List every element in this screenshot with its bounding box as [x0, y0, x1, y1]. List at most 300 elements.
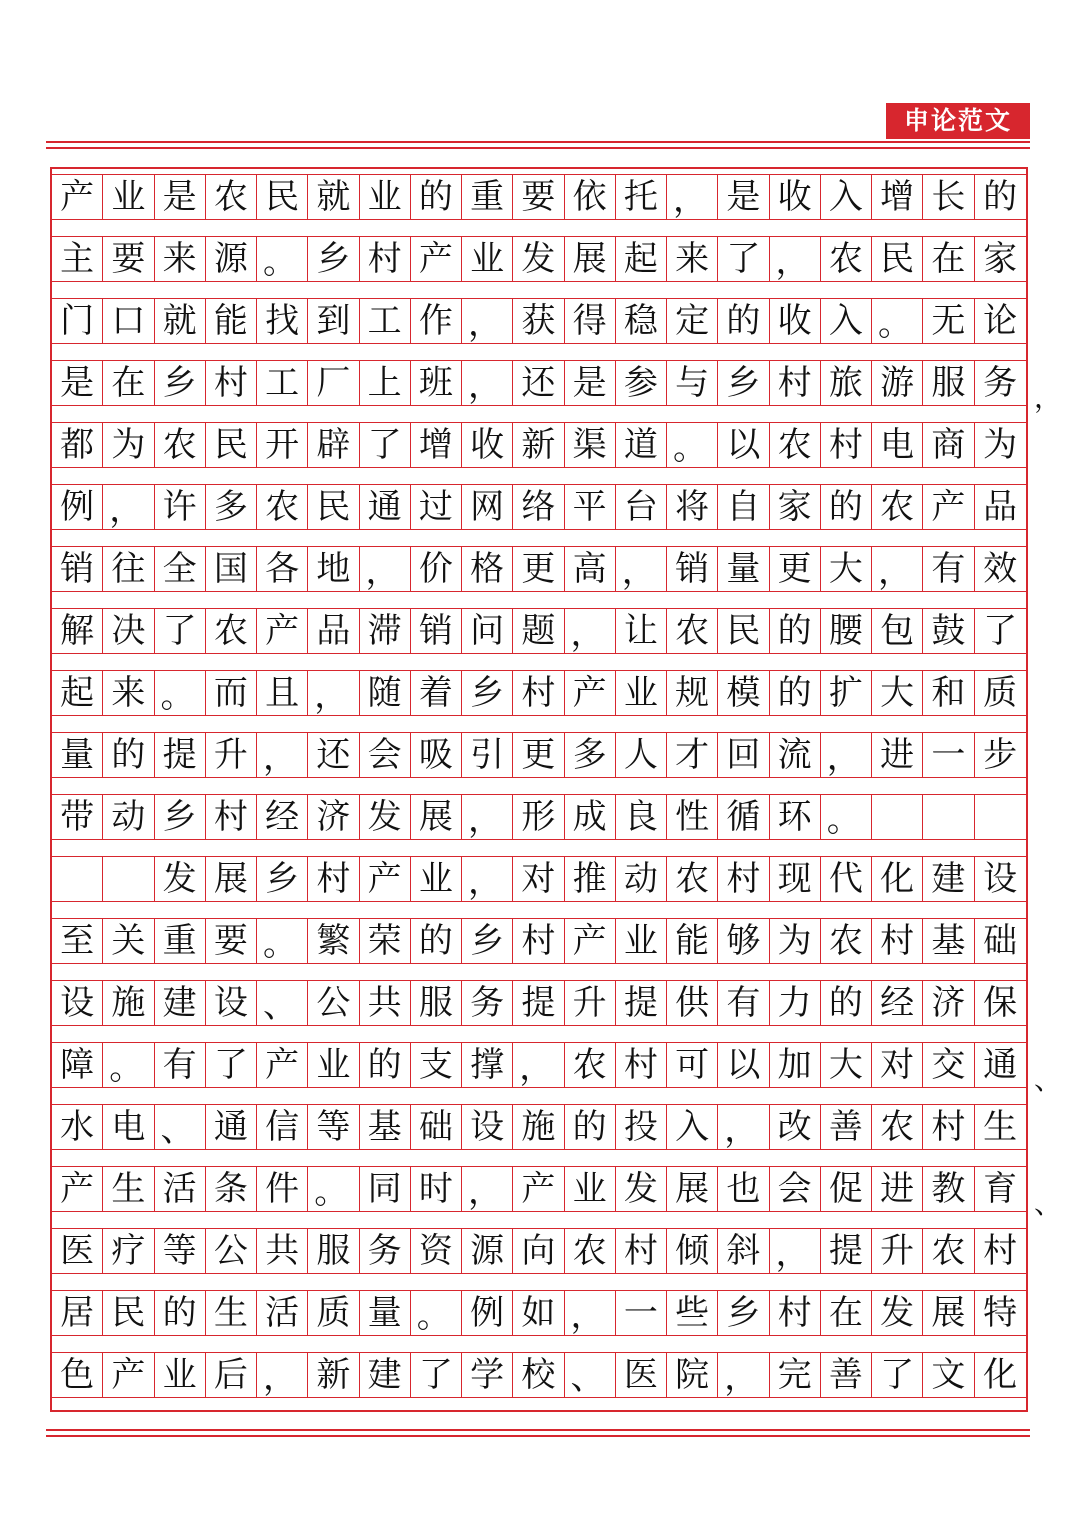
overflow-punctuation: 、: [1034, 1187, 1063, 1220]
grid-cell: 题: [513, 609, 564, 653]
grid-cell: 为: [103, 423, 154, 467]
grid-cell: 服: [411, 981, 462, 1025]
grid-cell: 游: [872, 361, 923, 405]
grid-cell: ，: [718, 1353, 769, 1397]
grid-cell: 在: [103, 361, 154, 405]
grid-row: [52, 422, 1026, 468]
grid-cell: 高: [565, 547, 616, 591]
grid-cell: 络: [513, 485, 564, 529]
grid-cell: 了: [983, 611, 1018, 651]
grid-cell: 建: [360, 1353, 411, 1397]
grid-cell: 生: [983, 1107, 1018, 1147]
grid-cell: 大: [821, 1043, 872, 1087]
grid-cell: 获: [513, 299, 564, 343]
grid-cell: 斜: [718, 1229, 769, 1273]
grid-cell: 是: [52, 361, 103, 405]
grid-cell: 发: [513, 237, 564, 281]
bottom-rule-2: [46, 1435, 1030, 1437]
grid-cell: ，: [718, 1105, 769, 1149]
grid-cell: 共: [360, 981, 411, 1025]
grid-cell: 乡: [718, 361, 769, 405]
grid-cell: 化: [983, 1355, 1018, 1395]
grid-row: [52, 856, 1026, 902]
grid-cell: 来: [103, 671, 154, 715]
grid-cell: ，: [872, 547, 923, 591]
grid-cell: 医: [616, 1353, 667, 1397]
grid-cell: 收: [770, 299, 821, 343]
grid-cell: 的: [360, 1043, 411, 1087]
grid-row: [52, 1104, 1026, 1150]
grid-cell: 回: [718, 733, 769, 777]
grid-cell: 良: [616, 795, 667, 839]
grid-cell: 农: [257, 485, 308, 529]
grid-cell: 础: [983, 921, 1018, 961]
grid-cell: 村: [308, 857, 359, 901]
grid-cell: 等: [155, 1229, 206, 1273]
grid-cell: ，: [770, 1229, 821, 1273]
grid-cell: 随: [360, 671, 411, 715]
grid-cell: 至: [52, 919, 103, 963]
grid-cell: 环: [770, 795, 821, 839]
grid-cell: 了: [360, 423, 411, 467]
grid-cell: 着: [411, 671, 462, 715]
grid-cell: 村: [206, 361, 257, 405]
grid-cell: 业: [616, 671, 667, 715]
grid-cell: 产: [513, 1167, 564, 1211]
grid-cell: 发: [360, 795, 411, 839]
grid-cell: 重: [155, 919, 206, 963]
grid-cell: 促: [821, 1167, 872, 1211]
grid-cell: 升: [872, 1229, 923, 1273]
grid-cell: 农: [821, 919, 872, 963]
grid-cell: 产: [52, 175, 103, 219]
grid-cell: 教: [923, 1167, 974, 1211]
grid-cell: 公: [308, 981, 359, 1025]
grid-cell: 务: [983, 363, 1018, 403]
grid-cell: 且: [257, 671, 308, 715]
grid-cell: 例: [462, 1291, 513, 1335]
grid-cell: [975, 795, 1026, 839]
grid-cell: 网: [462, 485, 513, 529]
grid-cell: 村: [770, 361, 821, 405]
grid-cell: 公: [206, 1229, 257, 1273]
top-rule-2: [46, 147, 1030, 149]
grid-cell: 展: [565, 237, 616, 281]
grid-cell: 撑: [462, 1043, 513, 1087]
grid-cell: 特: [983, 1293, 1018, 1333]
grid-row: [52, 794, 1026, 840]
grid-cell: 有: [718, 981, 769, 1025]
grid-cell: 了: [718, 237, 769, 281]
grid-cell: 的: [770, 609, 821, 653]
grid-cell: 乡: [155, 795, 206, 839]
grid-row: [52, 546, 1026, 592]
grid-cell: 销: [667, 547, 718, 591]
grid-cell: 村: [983, 1231, 1018, 1271]
grid-cell: 经: [257, 795, 308, 839]
grid-cell: 人: [616, 733, 667, 777]
grid-cell: 增: [411, 423, 462, 467]
grid-cell: 通: [206, 1105, 257, 1149]
grid-cell: 可: [667, 1043, 718, 1087]
overflow-punctuation: 、: [1034, 1063, 1063, 1096]
grid-cell: 乡: [462, 919, 513, 963]
grid-cell: 、: [257, 981, 308, 1025]
grid-cell: 繁: [308, 919, 359, 963]
grid-cell: 业: [616, 919, 667, 963]
grid-row: [52, 1352, 1026, 1398]
grid-cell: 是: [718, 175, 769, 219]
grid-cell: 对: [513, 857, 564, 901]
grid-cell: 业: [462, 237, 513, 281]
grid-cell: 动: [103, 795, 154, 839]
grid-cell: 质: [983, 673, 1018, 713]
grid-cell: 班: [411, 361, 462, 405]
grid-cell: ，: [462, 299, 513, 343]
grid-cell: 成: [565, 795, 616, 839]
grid-cell: 民: [308, 485, 359, 529]
grid-cell: 一: [923, 733, 974, 777]
grid-cell: 都: [52, 423, 103, 467]
grid-cell: 务: [360, 1229, 411, 1273]
grid-cell: 品: [983, 487, 1018, 527]
grid-row: [52, 732, 1026, 778]
grid-cell: 提: [155, 733, 206, 777]
grid-cell: 农: [923, 1229, 974, 1273]
grid-row: [52, 980, 1026, 1026]
grid-cell: 疗: [103, 1229, 154, 1273]
grid-cell: 。: [872, 299, 923, 343]
grid-cell: 。: [257, 919, 308, 963]
grid-cell: 乡: [257, 857, 308, 901]
grid-cell: 规: [667, 671, 718, 715]
grid-cell: 。: [257, 237, 308, 281]
grid-cell: 。: [155, 671, 206, 715]
grid-cell: 农: [821, 237, 872, 281]
grid-cell: 如: [513, 1291, 564, 1335]
grid-cell: 农: [155, 423, 206, 467]
grid-cell: ，: [462, 857, 513, 901]
grid-cell: 民: [872, 237, 923, 281]
grid-cell: 善: [821, 1105, 872, 1149]
grid-cell: 。: [821, 795, 872, 839]
grid-cell: 设: [206, 981, 257, 1025]
grid-cell: 基: [923, 919, 974, 963]
grid-cell: 供: [667, 981, 718, 1025]
grid-cell: 起: [52, 671, 103, 715]
grid-cell: 工: [360, 299, 411, 343]
grid-cell: 了: [206, 1043, 257, 1087]
grid-cell: 能: [667, 919, 718, 963]
grid-cell: 进: [872, 1167, 923, 1211]
grid-cell: 还: [308, 733, 359, 777]
grid-cell: 各: [257, 547, 308, 591]
grid-cell: 量: [360, 1291, 411, 1335]
grid-cell: ，: [667, 175, 718, 219]
grid-cell: 农: [770, 423, 821, 467]
grid-cell: 滞: [360, 609, 411, 653]
grid-cell: 性: [667, 795, 718, 839]
bottom-rule-1: [46, 1429, 1030, 1431]
grid-cell: 够: [718, 919, 769, 963]
grid-cell: 了: [411, 1353, 462, 1397]
grid-cell: 育: [983, 1169, 1018, 1209]
grid-cell: 业: [565, 1167, 616, 1211]
grid-cell: 更: [513, 733, 564, 777]
grid-cell: 完: [770, 1353, 821, 1397]
grid-cell: 信: [257, 1105, 308, 1149]
grid-cell: 的: [821, 485, 872, 529]
grid-cell: 要: [206, 919, 257, 963]
grid-cell: 入: [821, 299, 872, 343]
grid-cell: 论: [983, 301, 1018, 341]
grid-cell: 是: [565, 361, 616, 405]
grid-row: [52, 484, 1026, 530]
grid-cell: 施: [513, 1105, 564, 1149]
grid-cell: 农: [565, 1043, 616, 1087]
grid-cell: 发: [616, 1167, 667, 1211]
grid-cell: 也: [718, 1167, 769, 1211]
grid-cell: 托: [616, 175, 667, 219]
grid-cell: 乡: [718, 1291, 769, 1335]
grid-cell: 进: [872, 733, 923, 777]
grid-cell: 展: [923, 1291, 974, 1335]
grid-cell: 些: [667, 1291, 718, 1335]
grid-cell: 资: [411, 1229, 462, 1273]
grid-cell: 共: [257, 1229, 308, 1273]
grid-cell: 定: [667, 299, 718, 343]
grid-cell: 同: [360, 1167, 411, 1211]
grid-cell: 无: [923, 299, 974, 343]
grid-cell: 了: [872, 1353, 923, 1397]
grid-cell: 村: [718, 857, 769, 901]
grid-row: [52, 1042, 1026, 1088]
grid-cell: 村: [616, 1229, 667, 1273]
grid-cell: 量: [718, 547, 769, 591]
grid-cell: 地: [308, 547, 359, 591]
grid-cell: 长: [923, 175, 974, 219]
grid-cell: 投: [616, 1105, 667, 1149]
grid-row: [52, 298, 1026, 344]
grid-cell: 乡: [308, 237, 359, 281]
grid-cell: 一: [616, 1291, 667, 1335]
grid-cell: 重: [462, 175, 513, 219]
grid-cell: 和: [923, 671, 974, 715]
grid-cell: 的: [103, 733, 154, 777]
grid-cell: 来: [667, 237, 718, 281]
grid-cell: 活: [257, 1291, 308, 1335]
grid-cell: 扩: [821, 671, 872, 715]
grid-cell: 新: [308, 1353, 359, 1397]
grid-cell: 以: [718, 423, 769, 467]
grid-cell: 的: [718, 299, 769, 343]
grid-cell: 村: [513, 919, 564, 963]
grid-cell: 。: [411, 1291, 462, 1335]
grid-cell: 础: [411, 1105, 462, 1149]
grid-cell: 保: [983, 983, 1018, 1023]
grid-cell: 产: [923, 485, 974, 529]
grid-cell: 经: [872, 981, 923, 1025]
grid-cell: 决: [103, 609, 154, 653]
grid-cell: 村: [616, 1043, 667, 1087]
grid-cell: 为: [983, 425, 1018, 465]
grid-cell: 产: [565, 919, 616, 963]
grid-cell: 化: [872, 857, 923, 901]
grid-cell: 医: [52, 1229, 103, 1273]
grid-cell: 收: [462, 423, 513, 467]
grid-cell: 销: [411, 609, 462, 653]
grid-cell: 品: [308, 609, 359, 653]
grid-cell: ，: [565, 1291, 616, 1335]
grid-cell: 有: [923, 547, 974, 591]
grid-cell: 展: [206, 857, 257, 901]
grid-cell: 生: [103, 1167, 154, 1211]
grid-cell: 而: [206, 671, 257, 715]
grid-cell: 模: [718, 671, 769, 715]
grid-cell: 起: [616, 237, 667, 281]
grid-cell: 自: [718, 485, 769, 529]
essay-grid: [50, 167, 1028, 1412]
grid-cell: 基: [360, 1105, 411, 1149]
grid-cell: 提: [513, 981, 564, 1025]
grid-cell: 许: [155, 485, 206, 529]
grid-cell: 建: [923, 857, 974, 901]
grid-row: [52, 174, 1026, 220]
grid-cell: 就: [308, 175, 359, 219]
grid-cell: ，: [360, 547, 411, 591]
grid-cell: 服: [308, 1229, 359, 1273]
grid-cell: 服: [923, 361, 974, 405]
grid-cell: [923, 795, 974, 839]
grid-cell: 家: [770, 485, 821, 529]
grid-cell: 循: [718, 795, 769, 839]
grid-cell: 农: [872, 1105, 923, 1149]
grid-cell: 效: [983, 549, 1018, 589]
grid-cell: 电: [103, 1105, 154, 1149]
grid-cell: 条: [206, 1167, 257, 1211]
grid-cell: 鼓: [923, 609, 974, 653]
grid-cell: 建: [155, 981, 206, 1025]
grid-cell: 农: [565, 1229, 616, 1273]
grid-cell: 色: [52, 1353, 103, 1397]
grid-cell: 民: [718, 609, 769, 653]
grid-cell: 例: [52, 485, 103, 529]
grid-cell: 开: [257, 423, 308, 467]
grid-cell: 的: [411, 175, 462, 219]
grid-cell: 院: [667, 1353, 718, 1397]
grid-cell: 旅: [821, 361, 872, 405]
grid-row: [52, 918, 1026, 964]
grid-cell: 现: [770, 857, 821, 901]
grid-cell: 参: [616, 361, 667, 405]
grid-cell: 往: [103, 547, 154, 591]
grid-cell: 善: [821, 1353, 872, 1397]
grid-row: [52, 360, 1026, 406]
grid-cell: 向: [513, 1229, 564, 1273]
grid-cell: 交: [923, 1043, 974, 1087]
grid-cell: 通: [983, 1045, 1018, 1085]
grid-cell: 源: [462, 1229, 513, 1273]
grid-cell: 学: [462, 1353, 513, 1397]
grid-cell: 带: [52, 795, 103, 839]
grid-cell: 让: [616, 609, 667, 653]
grid-cell: 来: [155, 237, 206, 281]
grid-cell: 新: [513, 423, 564, 467]
grid-row: [52, 1228, 1026, 1274]
grid-cell: 展: [667, 1167, 718, 1211]
grid-cell: 业: [308, 1043, 359, 1087]
grid-cell: 居: [52, 1291, 103, 1335]
grid-cell: 济: [308, 795, 359, 839]
grid-cell: 以: [718, 1043, 769, 1087]
grid-cell: 济: [923, 981, 974, 1025]
grid-cell: 。: [667, 423, 718, 467]
grid-cell: 产: [257, 1043, 308, 1087]
grid-cell: 步: [983, 735, 1018, 775]
grid-cell: 工: [257, 361, 308, 405]
grid-cell: 、: [155, 1105, 206, 1149]
grid-cell: 上: [360, 361, 411, 405]
grid-cell: 水: [52, 1105, 103, 1149]
grid-cell: 会: [770, 1167, 821, 1211]
grid-cell: 商: [923, 423, 974, 467]
grid-cell: 推: [565, 857, 616, 901]
grid-cell: 农: [872, 485, 923, 529]
grid-cell: 施: [103, 981, 154, 1025]
grid-cell: 过: [411, 485, 462, 529]
grid-cell: 力: [770, 981, 821, 1025]
grid-cell: 后: [206, 1353, 257, 1397]
section-tag: 申论范文: [886, 103, 1030, 139]
grid-cell: 引: [462, 733, 513, 777]
grid-cell: ，: [462, 361, 513, 405]
grid-cell: 通: [360, 485, 411, 529]
grid-cell: 腰: [821, 609, 872, 653]
grid-cell: 民: [103, 1291, 154, 1335]
grid-cell: 包: [872, 609, 923, 653]
grid-cell: 得: [565, 299, 616, 343]
grid-cell: 形: [513, 795, 564, 839]
grid-cell: 吸: [411, 733, 462, 777]
grid-cell: ，: [257, 1353, 308, 1397]
grid-cell: 业: [360, 175, 411, 219]
grid-cell: 的: [155, 1291, 206, 1335]
grid-cell: 的: [983, 177, 1018, 217]
grid-cell: 有: [155, 1043, 206, 1087]
grid-cell: 件: [257, 1167, 308, 1211]
grid-cell: 将: [667, 485, 718, 529]
grid-cell: 农: [667, 609, 718, 653]
grid-cell: 等: [308, 1105, 359, 1149]
grid-cell: 业: [155, 1353, 206, 1397]
grid-cell: 在: [923, 237, 974, 281]
grid-cell: 门: [52, 299, 103, 343]
grid-cell: 设: [983, 859, 1018, 899]
grid-cell: 为: [770, 919, 821, 963]
grid-cell: 增: [872, 175, 923, 219]
grid-cell: 解: [52, 609, 103, 653]
grid-cell: 质: [308, 1291, 359, 1335]
grid-row: [52, 1290, 1026, 1336]
grid-cell: 辟: [308, 423, 359, 467]
grid-cell: 产: [411, 237, 462, 281]
grid-cell: 依: [565, 175, 616, 219]
grid-cell: 是: [155, 175, 206, 219]
grid-cell: 在: [821, 1291, 872, 1335]
grid-cell: 主: [52, 237, 103, 281]
grid-cell: ，: [513, 1043, 564, 1087]
grid-cell: 源: [206, 237, 257, 281]
